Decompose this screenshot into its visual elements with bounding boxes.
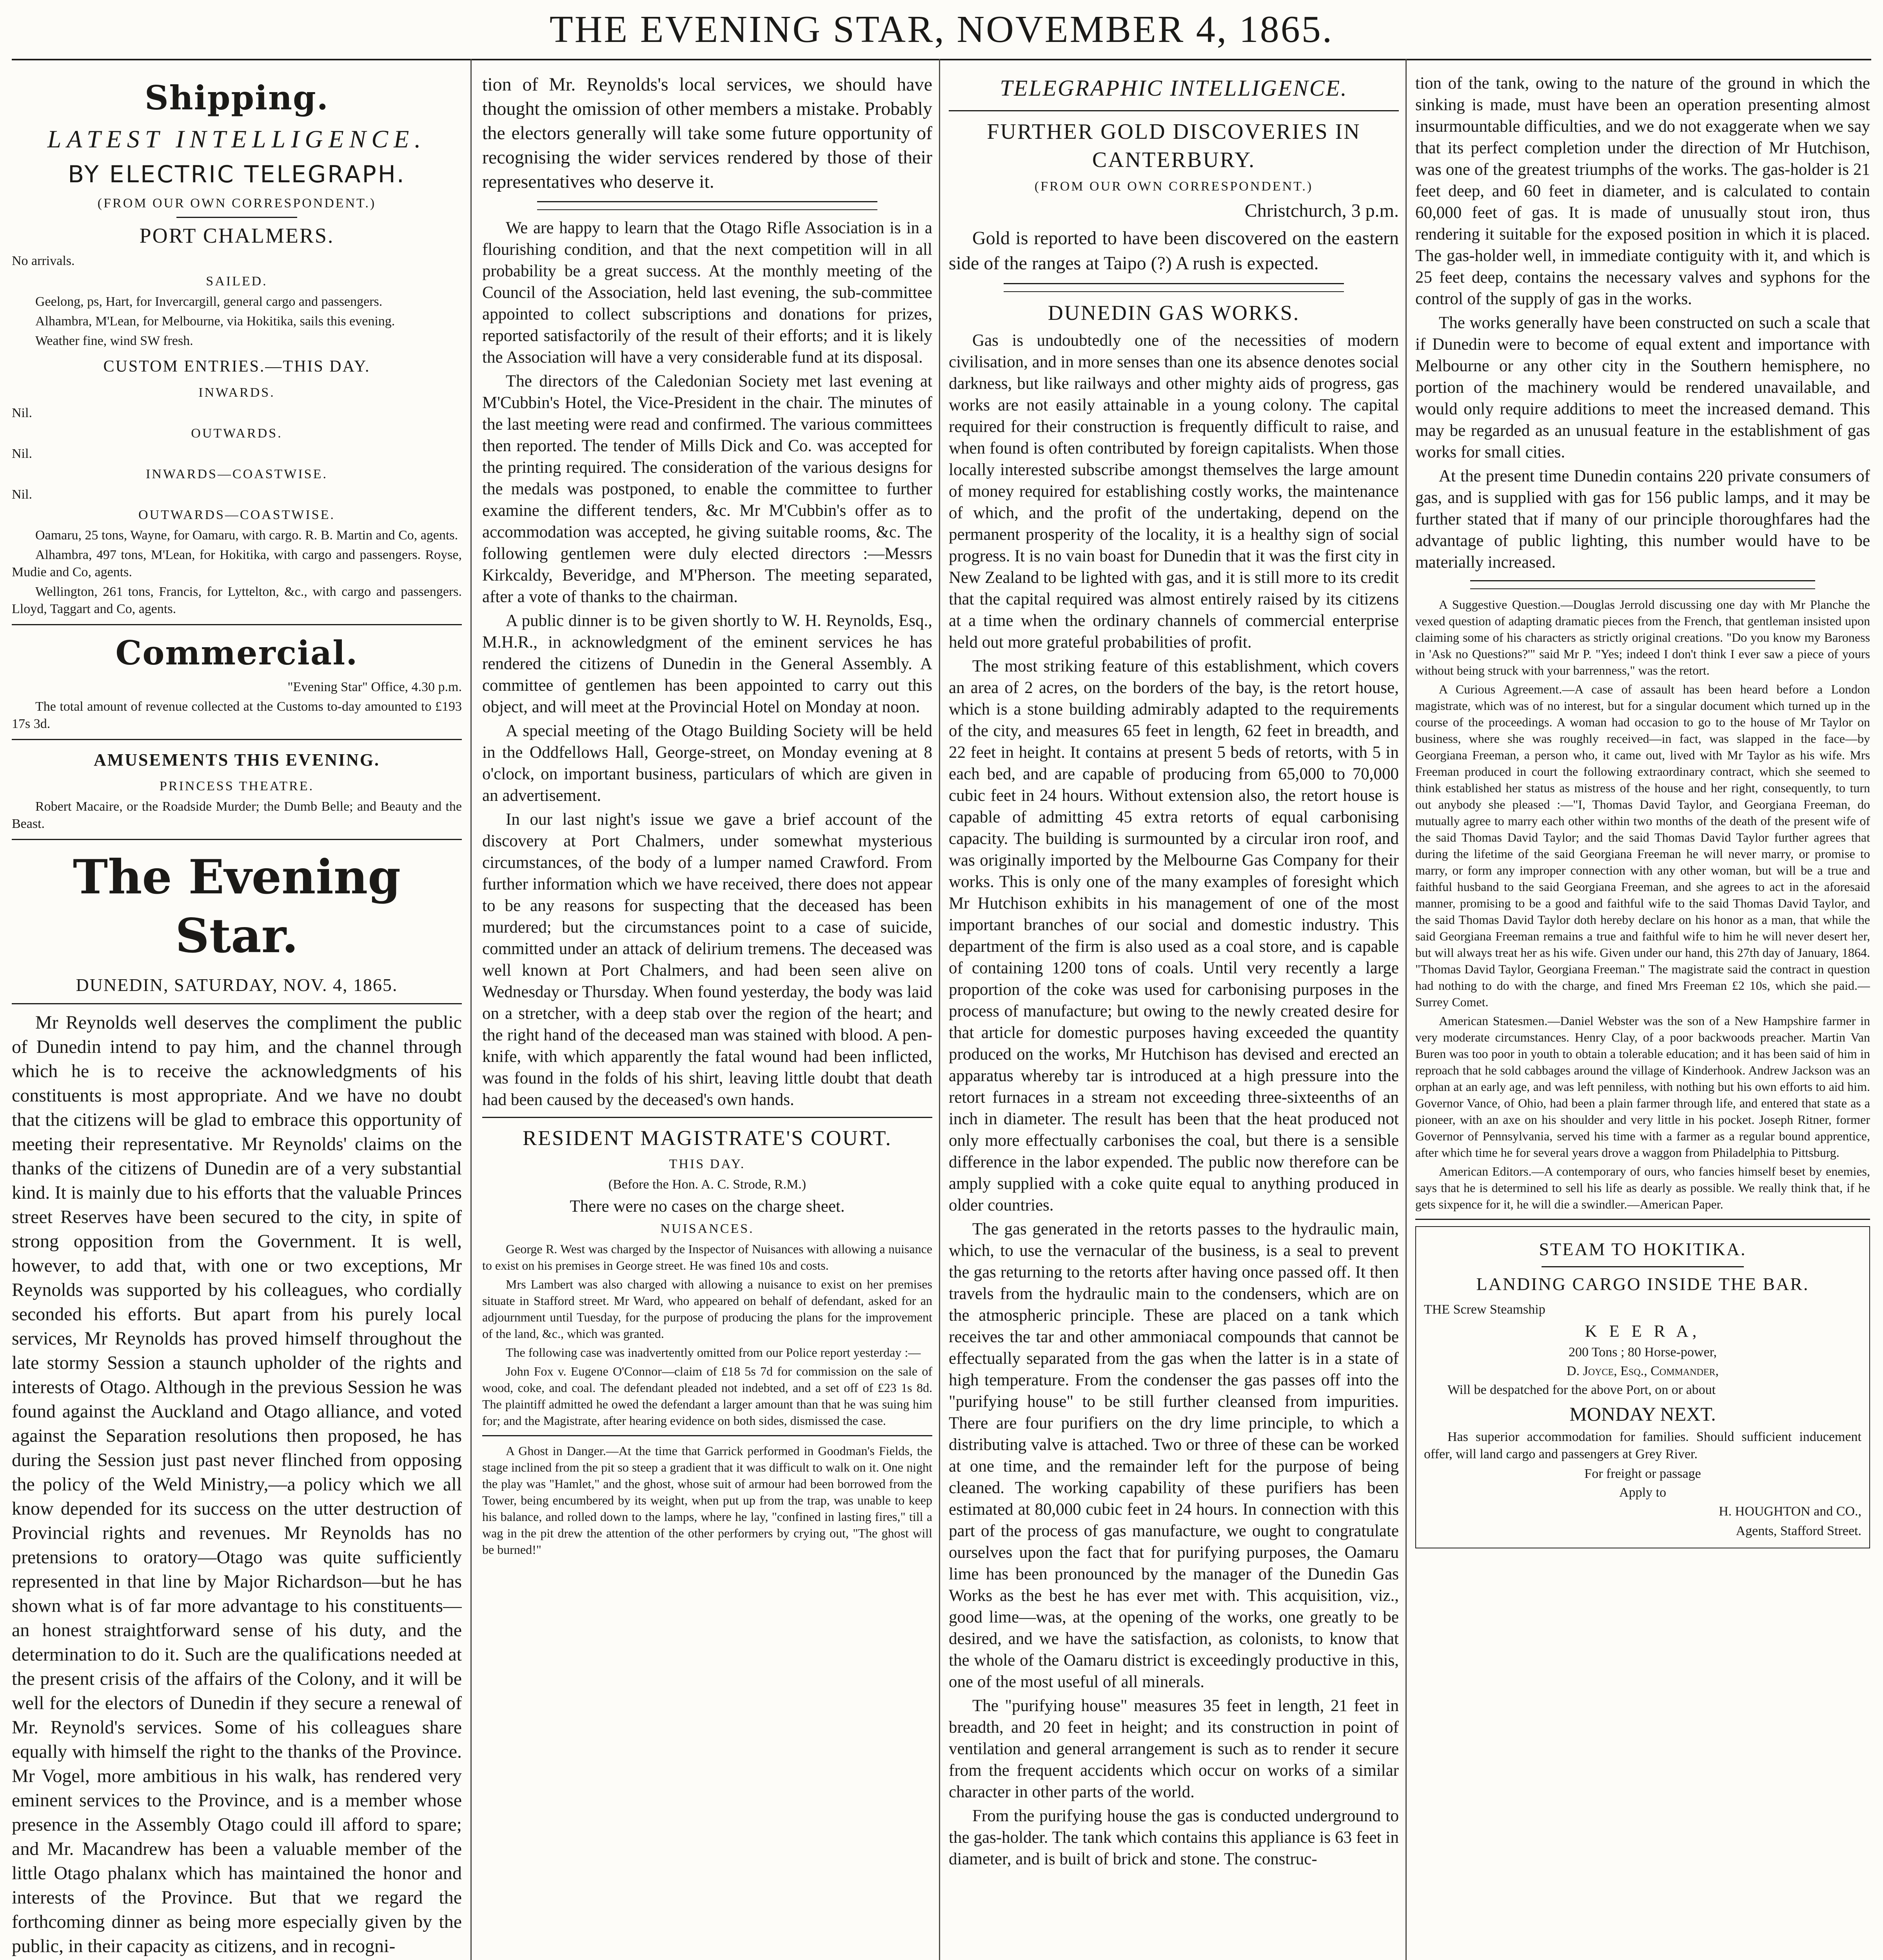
divider	[1542, 1266, 1744, 1267]
ad-tonnage: 200 Tons ; 80 Horse-power,	[1568, 1345, 1717, 1359]
telegraph-heading: BY ELECTRIC TELEGRAPH.	[68, 161, 406, 188]
shipping-heading: Shipping.	[144, 78, 329, 117]
gas-works-paragraph: At the present time Dunedin contains 220 private consumers of gas, and is supplied with gas for 156 public lamps, and it may be further stated that if many of our principle thoroughfares had the advantage of public lighting, this number would have to be materially increased.	[1415, 467, 1870, 572]
steamer-advertisement	[1415, 1226, 1870, 1548]
divider	[1004, 283, 1344, 292]
editorial-text: Mr Reynolds well deserves the compliment the public of Dunedin intend to pay him, and the channel through which he is to receive the acknowledgments of his constituents is most appropriate. And we have no doubt that the citizens will be glad to embrace this opportunity of meeting their representative. Mr Reynolds' claims on the thanks of the citizens of Dunedin are of a very substantial kind. It is mainly due to his efforts that the valuable Princes street Reserves have been secured to the city, in spite of strong opposition from the Government. It is well, however, to add that, with one or two exceptions, Mr Reynolds was supported by his colleagues, who cordially seconded his efforts. But apart from his purely local services, Mr Reynolds has proved himself throughout the late stormy Session a staunch upholder of the rights and interests of Otago. Although in the previous Session he was found against the Auckland and Otago alliance, and voted against the Separation resolutions then proposed, he has during the Session just past never flinched from opposing the policy of the Weld Ministry,—a policy which we all know depended for its success on the utter destruction of Provincial rights and revenues. Mr Reynolds has no pretensions to oratory—Otago was quite sufficiently represented in that line by Major Richardson—but he has shown what is of far more advantage to his constituents—an honest straightforward sense of his duty, and the determination to do it. Such are the qualifications needed at the present crisis of the affairs of the Colony, and it will be well for the electors of Dunedin if they secure a renewal of Mr. Reynold's services. Some of his colleagues share equally with himself the right to the thanks of the Province. Mr Vogel, more ambitious in his walk, has rendered very eminent services to the Province, and is a member whose presence in the Assembly Otago could ill afford to spare; and Mr. Macandrew has been a valuable member of the little Otago phalanx which has maintained the honor and interests of the Province. But that we regard the forthcoming dinner as being more especially given by the public, in their capacity as citizens, and in recogni-	[12, 1012, 462, 1956]
column-3	[949, 73, 1399, 1960]
ad-ship-name: K E E R A,	[1585, 1322, 1701, 1341]
latest-intelligence-heading: LATEST INTELLIGENCE.	[47, 125, 427, 153]
police-report-note: The following case was inadvertently omitted from our Police report yesterday :—	[506, 1345, 921, 1359]
ad-commander: D. Joyce, Esq., Commander,	[1567, 1364, 1719, 1378]
weather-note: Weather fine, wind SW fresh.	[35, 334, 193, 348]
outwards-heading: OUTWARDS.	[191, 426, 283, 441]
ad-agent: H. HOUGHTON and CO.,	[1719, 1504, 1861, 1519]
no-arrivals: No arrivals.	[12, 254, 75, 268]
gas-works-paragraph: Gas is undoubtedly one of the necessities of modern civilisation, and in more senses than one its absence denotes social darkness, but like railways and other mighty aids of progress, gas works are not easily attainable in a young colony. The capital required for their construction is frequently difficult to raise, and when found is often contributed by foreign capitalists. When those locally interested subscribe amongst themselves the large amount of money required for establishing costly works, the maintenance of which, and the profit of the undertaking, depend on the permanent prosperity of the locality, it is a healthy sign of social progress. It is no vain boast for Dunedin that it was the first city in New Zealand to be lighted with gas, and it is still more to its credit that the capital required was almost entirely raised by its citizens at a time when the ordinary channels of commercial enterprise held out more grateful probabilities of profit.	[949, 331, 1399, 652]
court-case-lambert: Mrs Lambert was also charged with allowing a nuisance to exist on her premises situate in Stafford street. Mr Ward, who appeared on behalf of defendant, asked for an adjournment until Tuesday, for the purpose of producing the plans for the improvement of the land, &c., which was granted.	[482, 1277, 932, 1341]
divider	[482, 1117, 932, 1118]
dateline: DUNEDIN, SATURDAY, NOV. 4, 1865.	[76, 975, 398, 995]
court-magistrate: (Before the Hon. A. C. Strode, R.M.)	[608, 1177, 806, 1192]
correspondent-line: (FROM OUR OWN CORRESPONDENT.)	[1034, 179, 1313, 194]
no-cases-note: There were no cases on the charge sheet.	[570, 1197, 845, 1216]
gas-works-paragraph: The works generally have been constructed on such a scale that if Dunedin were to become of equal extent and importance with Melbourne or any other city in the Southern hemisphere, no portion of the machinery would be rendered unavailable, and would only require additions to meet the increased demand. This may be regarded as an unusual feature in the establishment of gas works for small cities.	[1415, 314, 1870, 461]
gold-discoveries-heading: FURTHER GOLD DISCOVERIES IN CANTERBURY.	[987, 120, 1361, 172]
commercial-heading: Commercial.	[115, 633, 358, 672]
amusements-heading: AMUSEMENTS THIS EVENING.	[93, 750, 380, 769]
court-this-day: THIS DAY.	[669, 1157, 746, 1171]
sailed-entry: Alhambra, M'Lean, for Melbourne, via Hokitika, sails this evening.	[35, 314, 395, 328]
column-1	[12, 73, 462, 1960]
divider	[482, 1435, 932, 1436]
divider	[949, 110, 1399, 111]
outwards-entry: Wellington, 261 tons, Francis, for Lyttelton, &c., with cargo and passengers. Lloyd, Taggart and Co, agents.	[12, 584, 462, 616]
telegraphic-heading: TELEGRAPHIC INTELLIGENCE.	[1000, 75, 1348, 101]
divider	[1470, 580, 1815, 589]
divider	[12, 839, 462, 840]
ghost-in-danger-article: A Ghost in Danger.—At the time that Garrick performed in Goodman's Fields, the stage inclined from the pit so steep a gradient that it was difficult to walk on it. One night the play was "Hamlet," and the ghost, whose suit of armour had been borrowed from the Tower, being encumbered by its weight, when put up from the trap, was unable to keep his balance, and rolled down to the lamps, where he lay, "confined in lasting fires," till a wag in the pit drew the attention of the other performers by crying out, "The ghost will be burned!"	[482, 1444, 932, 1557]
gas-works-paragraph: From the purifying house the gas is conducted underground to the gas-holder. The tank which contains this appliance is 63 feet in diameter, and is built of brick and stone. The construc-	[949, 1807, 1399, 1868]
divider	[12, 624, 462, 625]
column-rule	[470, 59, 472, 1960]
evening-star-nameplate: The Evening Star.	[73, 849, 401, 964]
nuisances-heading: NUISANCES.	[660, 1221, 754, 1236]
ad-despatched: Will be despatched for the above Port, on or about	[1447, 1383, 1716, 1397]
american-statesmen-article: American Statesmen.—Daniel Webster was the son of a New Hampshire farmer in very moderate circumstances. Henry Clay, of a poor backwoods preacher. Martin Van Buren was too poor in youth to obtain a tolerable education; and it has been said of him in reproach that he sold cabbages around the village of Kinderhook. Andrew Jackson was an orphan at an early age, and was left penniless, with nothing but his own efforts to aid him. Governor Vance, of Ohio, had been a plain farmer through life, and entered that state as a pioneer, with an axe on his shoulder and very little in his pocket. Joseph Ritner, former Governor of Pennsylvania, served his time with a farmer as a regular bound apprentice, after which time he for several years drove a waggon from Philadelphia to Pittsburg.	[1415, 1014, 1870, 1160]
gold-report: Gold is reported to have been discovered on the eastern side of the ranges at Taipo (?) A rush is expected.	[949, 228, 1399, 274]
correspondent-line: (FROM OUR OWN CORRESPONDENT.)	[97, 196, 376, 211]
sailed-heading: SAILED.	[206, 274, 268, 289]
gas-works-paragraph: The "purifying house" measures 35 feet in length, 21 feet in breadth, and 20 feet in height; and its construction in point of ventilation and general arrangement is such as to render it secure from the frequent accidents which occur on works of a similar character in other parts of the world.	[949, 1697, 1399, 1801]
lumper-death-article: In our last night's issue we gave a brief account of the discovery at Port Chalmers, under somewhat mysterious circumstances, of the body of a lumper named Crawford. From further information which we have received, there does not appear to be any reasons for suspecting that the deceased has been murdered; but the circumstances point to a case of suicide, committed under an attack of delirium tremens. The deceased was well known at Port Chalmers, and had been seen alive on Wednesday or Thursday. When found yesterday, the body was laid on a stretcher, with a deep stab over the region of the heart; and the right hand of the deceased man was stained with blood. A pen-knife, with which apparently the fatal wound had been inflicted, was found in the folds of his shirt, leaving little doubt that death had been caused by the deceased's own hands.	[482, 810, 932, 1109]
inwards-heading: INWARDS.	[198, 385, 275, 400]
column-rule	[1405, 59, 1407, 1960]
rifle-association-article: We are happy to learn that the Otago Rifle Association is in a flourishing condition, and that the next competition will in all probability be a great success. At the monthly meeting of the Council of the Association, held last evening, the sub-committee appointed to collect subscriptions and donations for prizes, reported satisfactorily of the result of their efforts; and it is likely the Association will have a very considerable fund at its disposal.	[482, 219, 932, 367]
court-case-fox: John Fox v. Eugene O'Connor—claim of £18 5s 7d for commission on the sale of wood, coke, and coal. The defendant pleaded not indebted, and a set off of £23 1s 8d. The plaintiff admitted he owed the defendant a larger amount than that he was suing him for; and the Magistrate, after hearing evidence on both sides, dismissed the case.	[482, 1364, 932, 1428]
ad-apply: Apply to	[1619, 1485, 1666, 1500]
theatre-name: PRINCESS THEATRE.	[159, 779, 314, 793]
column-4	[1415, 73, 1870, 1960]
gas-works-paragraph: The most striking feature of this establishment, which covers an area of 2 acres, on the borders of the bay, is the retort house, which is a stone building admirably adapted to the requirements of the city, and measures 65 feet in length, 62 feet in breadth, and 22 feet in height. It contains at present 5 beds of retorts, with 5 in each bed, and are capable of producing from 65,000 to 70,000 cubic feet in 24 hours. Without extension also, the retort house is capable of admitting 45 extra retorts of equal carbonising capacity. The building is surmounted by a circular iron roof, and was originally imported by the Melbourne Gas Company for their works. This is only one of the many examples of foresight which Mr Hutchison exhibits in his management of one of the most important branches of our social and domestic industry. This department of the firm is also used as a coal store, and is capable of containing 1200 tons of coals. Until very recently a large proportion of the coke was used for carbonising purposes in the process of manufacture; but owing to the newly created desire for that article for domestic purposes having exceeded the quantity produced on the works, Mr Hutchison has devised and erected an apparatus whereby tar is introduced at a high pressure into the retort furnaces in a stream not exceeding three-sixteenths of an inch in diameter. The result has been that the heat produced not only more effectually carbonises the coal, but there is a sensible difference in the labor expended. The public now therefore can be amply supplied with a coke quite equal to anything produced in older countries.	[949, 657, 1399, 1214]
gas-works-continued: tion of the tank, owing to the nature of the ground in which the sinking is made, must have been an operation presenting almost insurmountable difficulties, and we do not exaggerate when we say that its perfect completion under the direction of Mr Hutchison, was one of the greatest triumphs of the works. The gas-holder is 21 feet deep, and 60 feet in diameter, and is calculated to contain 60,000 feet of gas. It is made of unusually stout iron, thus rendering it suitable for the exposed position in which it is placed. The gas-holder well, in immediate contiguity with it, and which is 25 feet deep, contains the necessary valves and syphons for the control of the supply of gas in the works.	[1415, 74, 1870, 308]
ad-screw-steamship: THE Screw Steamship	[1424, 1302, 1545, 1317]
ad-accommodation: Has superior accommodation for families. Should sufficient inducement offer, will land cargo and passengers at Grey River.	[1424, 1430, 1861, 1461]
divider	[537, 201, 877, 210]
sailed-entry: Geelong, ps, Hart, for Invercargill, general cargo and passengers.	[35, 294, 383, 309]
building-society-article: A special meeting of the Otago Building Society will be held in the Oddfellows Hall, George-street, on Monday evening at 8 o'clock, on important business, particulars of which are given in an advertisement.	[482, 722, 932, 805]
nil-entry: Nil.	[12, 406, 32, 420]
ad-freight: For freight or passage	[1584, 1466, 1701, 1481]
caledonian-society-article: The directors of the Caledonian Society met last evening at M'Cubbin's Hotel, the Vice-President in the chair. The minutes of the last meeting were read and confirmed. The various committees then reported. The tender of Mills Dick and Co. was accepted for the printing required. The consideration of the various designs for the medals was postponed, to enable the committee to further examine the different tenders, &c. Mr M'Cubbin's offer as to accommodation was accepted, he giving suitable rooms, &c. The following gentlemen were duly elected directors :—Messrs Kirkcaldy, Beveridge, and M'Pherson. The meeting separated, after a vote of thanks to the chairman.	[482, 372, 932, 606]
ad-landing: LANDING CARGO INSIDE THE BAR.	[1476, 1274, 1809, 1294]
gas-works-paragraph: The gas generated in the retorts passes to the hydraulic main, which, to use the vernacular of the business, is a seal to prevent the gas returning to the retorts after having once passed off. It then travels from the hydraulic main to the condensers, which are on the atmospheric principle. These are placed on a tank which receives the tar and other ammoniacal compounds that cannot be effectually separated from the gas when the latter is in a state of high temperature. From the condenser the gas passes off into the "purifying house" to be still further cleansed from impurities. There are four purifiers on the dry lime principle, to which a distributing valve is attached. Two or three of these can be worked at one time, and the remainder left for the purpose of being cleaned. The working capability of these purifiers has been estimated at 80,000 cubic feet in 24 hours. In connection with this part of the process of gas manufacture, we ought to congratulate ourselves upon the fact that for purifying purposes, the Oamaru lime has been pronounced by the manager of the Dunedin Gas Works as the best he has ever met with. This acquisition, viz., good lime—was, at the opening of the works, one greatly to be desired, and we have the satisfaction, as colonists, to know that the whole of the Oamaru district is exceedingly productive in this, one of the most useful of all minerals.	[949, 1220, 1399, 1691]
nil-entry: Nil.	[12, 487, 32, 502]
inwards-coastwise-heading: INWARDS—COASTWISE.	[146, 467, 328, 481]
gas-works-heading: DUNEDIN GAS WORKS.	[1048, 301, 1300, 325]
column-rule	[939, 59, 940, 1960]
court-case-west: George R. West was charged by the Inspector of Nuisances with allowing a nuisance to exist on his premises in George street. He was fined 10s and costs.	[482, 1242, 932, 1272]
suggestive-question-article: A Suggestive Question.—Douglas Jerrold discussing one day with Mr Planche the vexed question of adapting dramatic pieces from the French, that gentleman insisted upon claiming some of his characters as strictly original creations. "Do you know my Baroness in 'Ask no Questions?'" said Mr P. "Yes; indeed I don't think I ever saw a piece of yours without being struck with your barrenness," was the retort.	[1415, 597, 1870, 677]
theatre-plays: Robert Macaire, or the Roadside Murder; the Dumb Belle; and Beauty and the Beast.	[12, 799, 462, 831]
divider	[12, 1003, 462, 1004]
christchurch-time: Christchurch, 3 p.m.	[1244, 200, 1399, 221]
masthead: THE EVENING STAR, NOVEMBER 4, 1865.	[549, 8, 1334, 51]
nil-entry: Nil.	[12, 446, 32, 461]
court-heading: RESIDENT MAGISTRATE'S COURT.	[522, 1126, 892, 1150]
divider	[1415, 1219, 1870, 1220]
public-dinner-article: A public dinner is to be given shortly to W. H. Reynolds, Esq., M.H.R., in acknowledgment of the eminent services he has rendered the citizens of Dunedin in the General Assembly. A committee of gentlemen has been appointed to carry out this object, and will meet at the Provincial Hotel on Monday at noon.	[482, 612, 932, 716]
divider	[12, 739, 462, 740]
revenue-note: The total amount of revenue collected at the Customs to-day amounted to £193 17s 3d.	[12, 699, 462, 731]
divider	[176, 217, 297, 218]
port-chalmers-heading: PORT CHALMERS.	[139, 224, 334, 247]
custom-entries-heading: CUSTOM ENTRIES.—THIS DAY.	[103, 358, 370, 376]
column-2	[482, 73, 932, 1960]
ad-title: STEAM TO HOKITIKA.	[1539, 1239, 1747, 1259]
outwards-coastwise-heading: OUTWARDS—COASTWISE.	[138, 508, 335, 522]
ad-agent-address: Agents, Stafford Street.	[1736, 1524, 1861, 1538]
editorial-continued: tion of Mr. Reynolds's local services, we should have thought the omission of other members a mistake. Probably the electors generally will take some future opportunity of recognising the wider services rendered by those of their representatives who deserve it.	[482, 74, 932, 192]
outwards-entry: Oamaru, 25 tons, Wayne, for Oamaru, with cargo. R. B. Martin and Co, agents.	[35, 528, 458, 543]
curious-agreement-article: A Curious Agreement.—A case of assault has been heard before a London magistrate, which was of no interest, but for a singular document which turned up in the course of the proceedings. A woman had occasion to go to the house of Mr Taylor on business, where she was roughly received—in fact, was slapped in the face—by Georgiana Freeman, a person who, it came out, lived with Mr Taylor as his wife. Mrs Freeman produced in court the following extraordinary contract, which she seemed to think established her status as mistress of the house and her right, consequently, to turn out anybody she pleased :—"I, Thomas David Taylor, and Georgiana Freeman, do mutually agree to marry each other within two months of the death of the present wife of the said Thomas David Taylor; and the said Thomas David Taylor further agrees that during the lifetime of the said Georgiana Freeman he will never marry, or promise to marry, or form any improper connection with any other woman, but will be a true and faithful husband to the said Georgiana Freeman, and she agrees to act in the aforesaid manner, promising to be a good and faithful wife to the said Thomas David Taylor, and the said Thomas David Taylor doth hereby declare on his honor as a man, that while the said Georgiana Freeman remains a true and faithful wife to him he will never desert her, but will always treat her as his wife. Given under our hand, this 27th day of January, 1864. "Thomas David Taylor, Georgiana Freeman." The magistrate said the contract in question had nothing to do with the charge, and fined Mrs Freeman £2 10s, which she paid.—Surrey Comet.	[1415, 682, 1870, 1009]
outwards-entry: Alhambra, 497 tons, M'Lean, for Hokitika, with cargo and passengers. Royse, Mudie and Co, agents.	[12, 548, 462, 579]
office-time: "Evening Star" Office, 4.30 p.m.	[287, 680, 462, 694]
ad-monday: MONDAY NEXT.	[1569, 1403, 1716, 1425]
american-editors-article: American Editors.—A contemporary of ours, who fancies himself beset by enemies, says that he is determined to sell his life as dearly as possible. We really think that, if he gets sixpence for it, he will die a swindler.—American Paper.	[1415, 1164, 1870, 1211]
masthead-rule	[12, 59, 1871, 60]
